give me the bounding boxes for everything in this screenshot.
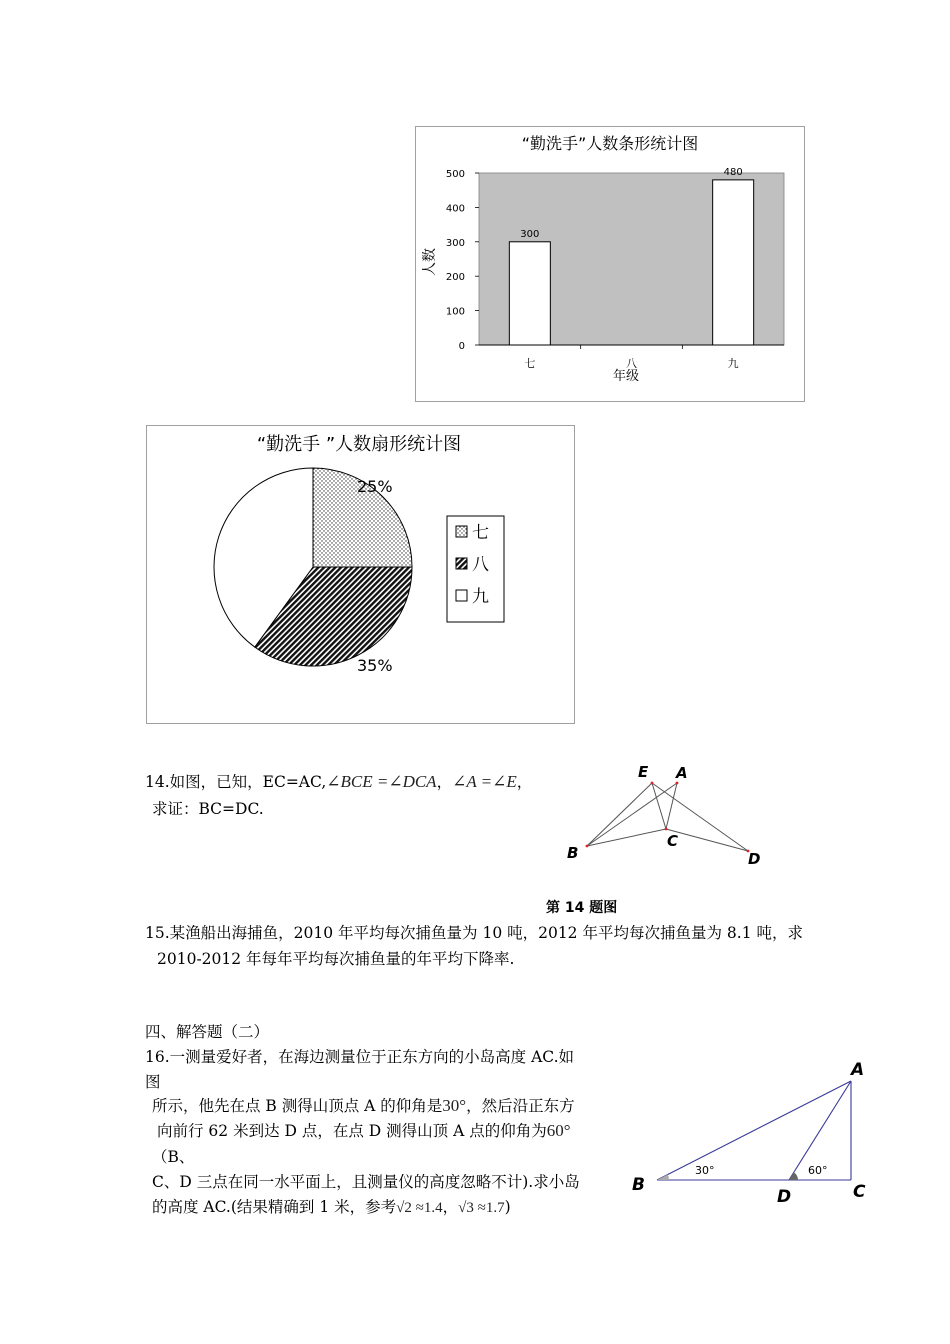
pie-legend-label: 九 (472, 587, 489, 607)
q16-label-c: C (853, 1182, 866, 1202)
q14-figure-caption: 第 14 题图 (546, 900, 618, 916)
section4-heading: 四、解答题（二） (145, 1023, 270, 1041)
bar-x-tick-label: 八 (626, 357, 637, 370)
bar-chart (416, 127, 804, 401)
bar-chart-title: “勤洗手”人数条形统计图 (521, 134, 699, 153)
q16-line5: （B、 (152, 1148, 195, 1166)
q16-ref-sqrt3: √3 ≈1.7 (458, 1200, 505, 1216)
q16-ref-sqrt2: √2 ≈1.4 (396, 1200, 443, 1216)
q14-comma: ， (436, 773, 453, 791)
q14-prefix: 14.如图，已知，EC=AC, (145, 773, 327, 791)
bar-y-axis-label: 人数 (422, 248, 438, 276)
pie-chart-title: “勤洗手 ”人数扇形统计图 (256, 434, 462, 455)
q14-label-b: B (567, 844, 579, 862)
q16-comma: ， (442, 1198, 459, 1216)
q16-angle-b-label: 30° (695, 1164, 715, 1177)
q16-line7-end: ) (504, 1198, 511, 1216)
q14-condition-angle-equal: ∠A =∠E (452, 772, 517, 791)
bar-y-tick-label: 400 (445, 203, 465, 215)
q16-line3-tail: ，然后沿正东方 (466, 1097, 575, 1115)
pie-chart (147, 426, 574, 723)
q14-label-e: E (638, 763, 649, 781)
bar-y-tick-label: 200 (445, 272, 465, 284)
q14-label-c: C (667, 832, 679, 850)
q16-line3 (152, 1095, 575, 1117)
pie-legend-label: 七 (472, 523, 489, 543)
q16-label-b: B (632, 1175, 645, 1195)
q14-figure (555, 755, 795, 875)
bar-data-label: 480 (723, 166, 743, 178)
q16-angle-30: 30° (442, 1096, 467, 1115)
bar-y-tick-label: 300 (445, 237, 465, 249)
pie-legend-swatch (456, 526, 467, 537)
pie-legend-swatch (456, 558, 467, 569)
bar-y-tick-label: 100 (445, 306, 465, 318)
bar-y-tick-label: 0 (458, 341, 465, 352)
q16-line3-text: 所示，他先在点 B 测得山顶点 A 的仰角是 (152, 1097, 443, 1115)
q15-line1: 15.某渔船出海捕鱼，2010 年平均每次捕鱼量为 10 吨，2012 年平均每次捕鱼量为 8.1 吨，求 (145, 924, 803, 942)
q16-line2: 图 (145, 1073, 161, 1091)
pie-legend-swatch (456, 590, 467, 601)
q16-angle-d-mark (789, 1172, 798, 1180)
q16-figure (625, 1055, 885, 1215)
q16-angle-60: 60° (546, 1121, 571, 1140)
q16-line4 (157, 1120, 571, 1142)
bar-3 (713, 180, 754, 345)
q14-condition-angles: ∠BCE =∠DCA (326, 772, 437, 791)
q14-label-a: A (676, 764, 688, 782)
q14-line2: 求证：BC=DC. (152, 800, 264, 818)
q16-line6: C、D 三点在同一水平面上，且测量仪的高度忽略不计).求小岛 (152, 1173, 580, 1191)
q16-line7 (152, 1196, 511, 1219)
q14-line1 (145, 771, 532, 793)
bar-y-tick-label: 500 (445, 169, 465, 180)
pie-label-25: 25% (357, 477, 393, 496)
bar-x-tick-label: 七 (524, 357, 536, 370)
pie-chart-frame (146, 425, 575, 724)
q14-comma-end: ， (516, 773, 533, 791)
bar-x-tick-label: 九 (727, 357, 739, 370)
q16-line4-text: 向前行 62 米到达 D 点，在点 D 测得山顶 A 点的仰角为 (157, 1122, 547, 1140)
q16-label-d: D (777, 1187, 792, 1207)
bar-x-axis-label: 年级 (612, 369, 640, 384)
bar-chart-frame (415, 126, 805, 402)
pie-legend-label: 八 (472, 555, 489, 575)
q16-label-a: A (851, 1060, 865, 1080)
pie-label-35: 35% (357, 656, 393, 675)
bar-data-label: 300 (520, 228, 540, 240)
q16-angle-d-label: 60° (808, 1164, 828, 1177)
q15-line2: 2010-2012 年每年平均每次捕鱼量的年平均下降率. (157, 950, 515, 968)
q16-line7-text: 的高度 AC.(结果精确到 1 米，参考 (152, 1198, 397, 1216)
q16-line1: 16.一测量爱好者，在海边测量位于正东方向的小岛高度 AC.如 (145, 1048, 575, 1066)
bar-1 (509, 242, 550, 345)
q16-angle-b-mark (657, 1175, 669, 1181)
q14-label-d: D (748, 850, 761, 868)
